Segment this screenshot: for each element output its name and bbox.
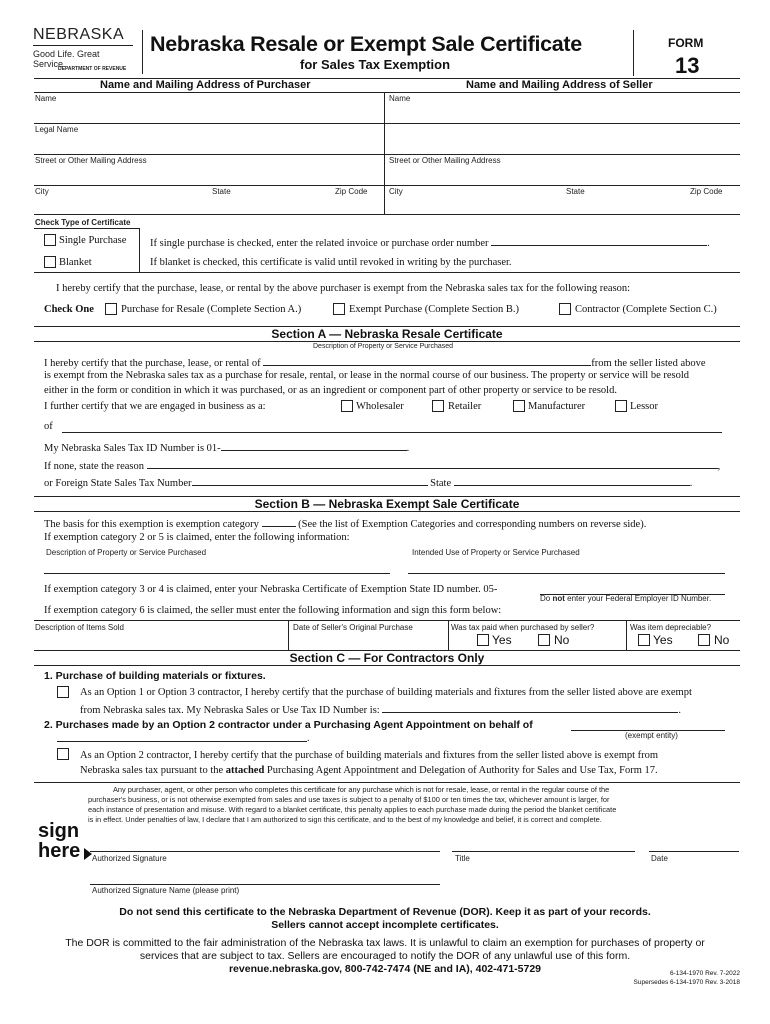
- wholesaler-label: Wholesaler: [356, 401, 404, 412]
- authorized-name-field[interactable]: [90, 864, 440, 884]
- depreciable-no-label: No: [714, 633, 730, 647]
- tax-paid-yes-label: Yes: [492, 633, 512, 647]
- option-1-3-text-1: As an Option 1 or Option 3 contractor, I hereby certify that the purchase of building materials and fixtures from the seller listed above are exempt: [80, 687, 692, 698]
- option-2-text-1: As an Option 2 contractor, I hereby certify that the purchase of building materials and fixtures from the seller listed above is exempt from: [80, 750, 659, 761]
- seller-street-field[interactable]: [389, 166, 739, 184]
- seller-name-field[interactable]: [389, 104, 739, 152]
- seller-city-label: City: [389, 187, 403, 196]
- col-date-label: Date of Seller's Original Purchase: [293, 623, 413, 632]
- cert-type-label: Check Type of Certificate: [35, 218, 131, 227]
- desc-property-field[interactable]: [44, 559, 390, 573]
- purchaser-name-label: Name: [35, 94, 57, 103]
- section-b-title: Section B — Nebraska Exempt Sale Certificate: [34, 496, 740, 512]
- fein-note: Do not enter your Federal Employer ID Number.: [540, 594, 712, 603]
- wholesaler-checkbox[interactable]: [341, 400, 353, 412]
- purchaser-street-label: Street or Other Mailing Address: [35, 156, 147, 165]
- resale-property-field[interactable]: [278, 353, 606, 366]
- purchaser-zip-label: Zip Code: [335, 187, 368, 196]
- single-purchase-label: Single Purchase: [59, 235, 127, 246]
- lessor-label: Lessor: [630, 401, 658, 412]
- purchaser-city-label: City: [35, 187, 49, 196]
- nebraska-tax-id-label: My Nebraska Sales Tax ID Number is 01- .: [44, 440, 409, 454]
- seller-zip-label: Zip Code: [690, 187, 723, 196]
- contractor-option-label: Contractor (Complete Section C.): [575, 304, 717, 315]
- section-c-heading-1: 1. Purchase of building materials or fixtures.: [44, 670, 266, 682]
- title-field[interactable]: [452, 830, 635, 850]
- form-subtitle: for Sales Tax Exemption: [300, 57, 451, 72]
- col-tax-paid-label: Was tax paid when purchased by seller?: [451, 623, 595, 632]
- purchaser-state-label: State: [212, 187, 231, 196]
- form-label: FORM: [668, 36, 704, 50]
- exempt-entity-field[interactable]: [571, 717, 725, 730]
- authorized-signature-field[interactable]: [90, 830, 440, 850]
- intended-use-field[interactable]: [408, 559, 725, 573]
- penalty-line: purchaser's business, or is not otherwise exempted from sales and use taxes is subject to a penalty of $100 or ten times the tax, whichever amount is larger, for: [88, 795, 610, 804]
- tax-paid-no-label: No: [554, 633, 570, 647]
- footer-contact: revenue.nebraska.gov, 800-742-7474 (NE and IA), 402-471-5729: [228, 963, 542, 975]
- penalty-statement: [88, 785, 734, 825]
- option-1-3-text-2: from Nebraska sales tax. My Nebraska Sales or Use Tax ID Number is: .: [80, 702, 681, 716]
- exempt-entity-continued-field[interactable]: [57, 728, 307, 741]
- penalty-line: is in effect. Under penalties of law, I declare that I am authorized to sign this certificate, and to the best of my knowledge and belief, it is correct and complete.: [88, 815, 602, 824]
- of-label: of: [44, 421, 53, 432]
- nebraska-tax-id-field[interactable]: [236, 438, 422, 451]
- col-desc-items-label: Description of Items Sold: [35, 623, 124, 632]
- manufacturer-checkbox[interactable]: [513, 400, 525, 412]
- title-label: Title: [455, 854, 470, 863]
- seller-header: Name and Mailing Address of Seller: [466, 79, 653, 91]
- section-a-title: Section A — Nebraska Resale Certificate: [34, 326, 740, 342]
- date-label: Date: [651, 854, 668, 863]
- category-3-4-line: If exemption category 3 or 4 is claimed, enter your Nebraska Certificate of Exemption State ID number. 05-: [44, 584, 498, 595]
- foreign-state-field[interactable]: [472, 473, 708, 486]
- seller-state-label: State: [566, 187, 585, 196]
- section-c-title: Section C — For Contractors Only: [34, 650, 740, 666]
- here-label: here: [38, 840, 81, 862]
- business-of-field[interactable]: [62, 419, 722, 432]
- category-2-5-line: If exemption category 2 or 5 is claimed, enter the following information:: [44, 532, 350, 543]
- date-field[interactable]: [649, 830, 739, 850]
- basis-line: The basis for this exemption is exemption category (See the list of Exemption Categories and corresponding numbers on reverse side).: [44, 516, 646, 530]
- seller-street-label: Street or Other Mailing Address: [389, 156, 501, 165]
- resale-line-2: is exempt from the Nebraska sales tax as a purchase for resale, rental, or lease in the normal course of our business. The property or service will be resold: [44, 370, 690, 381]
- certify-statement: I hereby certify that the purchase, lease, or rental by the above purchaser is exempt from the Nebraska sales tax for the following reason:: [56, 283, 631, 294]
- depreciable-yes-label: Yes: [653, 633, 673, 647]
- tax-paid-yes-checkbox[interactable]: [477, 634, 489, 646]
- reason-field[interactable]: [155, 456, 726, 469]
- seller-name-label: Name: [389, 94, 411, 103]
- intended-use-label: Intended Use of Property or Service Purchased: [412, 548, 580, 557]
- section-a-desc-label: Description of Property or Service Purchased: [313, 343, 454, 350]
- logo-tagline: Good Life. Great Service.: [33, 49, 100, 69]
- section-c-heading-2: 2. Purchases made by an Option 2 contractor under a Purchasing Agent Appointment on behalf of: [44, 719, 533, 731]
- footer-notice-1: The DOR is committed to the fair administration of the Nebraska tax laws. It is unlawful to claim an exemption for purchases of property or: [65, 937, 705, 949]
- footer-warning-2: Sellers cannot accept incomplete certificates.: [271, 919, 499, 931]
- exemption-category-field[interactable]: [280, 514, 314, 527]
- single-purchase-checkbox[interactable]: [44, 234, 56, 246]
- penalty-line: Any purchaser, agent, or other person who completes this certificate for any purchase which is not for resale, lease, or rental in the regular course of the: [113, 785, 610, 794]
- purchaser-name-field[interactable]: [35, 104, 383, 122]
- depreciable-yes-checkbox[interactable]: [638, 634, 650, 646]
- depreciable-no-checkbox[interactable]: [698, 634, 710, 646]
- purchase-date-field[interactable]: [290, 633, 446, 649]
- blanket-label: Blanket: [59, 257, 92, 268]
- footer-warning-1: Do not send this certificate to the Nebraska Department of Revenue (DOR). Keep it as part of your records.: [119, 906, 651, 918]
- form-number: 13: [675, 53, 700, 78]
- desc-property-label: Description of Property or Service Purchased: [46, 548, 207, 557]
- purchaser-header: Name and Mailing Address of Purchaser: [100, 79, 311, 91]
- desc-items-field[interactable]: [35, 633, 287, 649]
- option-1-3-checkbox[interactable]: [57, 686, 69, 698]
- resale-option-label: Purchase for Resale (Complete Section A.): [121, 304, 302, 315]
- sign-label: sign: [38, 820, 80, 842]
- form-title: Nebraska Resale or Exempt Sale Certificate: [150, 32, 582, 56]
- supersedes-label: Supersedes 6-134-1970 Rev. 3-2018: [633, 979, 740, 986]
- purchaser-legal-name-field[interactable]: [35, 135, 383, 153]
- authorized-name-label: Authorized Signature Name (please print): [92, 886, 240, 895]
- resale-line-1: I hereby certify that the purchase, lease, or rental of from the seller listed above: [44, 355, 706, 369]
- check-one-label: Check One: [44, 304, 94, 315]
- foreign-tax-label: or Foreign State Sales Tax Number State .: [44, 475, 692, 489]
- resale-checkbox[interactable]: [105, 303, 117, 315]
- manufacturer-label: Manufacturer: [528, 401, 586, 412]
- foreign-tax-field[interactable]: [206, 473, 442, 486]
- blanket-checkbox[interactable]: [44, 256, 56, 268]
- single-purchase-note: If single purchase is checked, enter the related invoice or purchase order number .: [150, 235, 710, 249]
- footer-notice-2: services that are subject to tax. Sellers are encouraged to notify the DOR of any unlawful use of this form.: [139, 950, 631, 962]
- if-none-label: If none, state the reason ,: [44, 458, 720, 472]
- logo-dept: DEPARTMENT OF REVENUE: [58, 66, 127, 72]
- authorized-signature-label: Authorized Signature: [92, 854, 167, 863]
- blanket-note: If blanket is checked, this certificate is valid until revoked in writing by the purchaser.: [150, 257, 512, 268]
- purchaser-legal-name-label: Legal Name: [35, 125, 79, 134]
- tax-paid-no-checkbox[interactable]: [538, 634, 550, 646]
- department-logo: [33, 26, 133, 76]
- exempt-purchase-option-label: Exempt Purchase (Complete Section B.): [349, 304, 520, 315]
- category-6-line: If exemption category 6 is claimed, the seller must enter the following information and sign this form below:: [44, 605, 502, 616]
- resale-line-3: either in the form or condition in which it was purchased, or as an ingredient or component part of other property or service to be resold.: [44, 385, 617, 396]
- option-2-text-2: Nebraska sales tax pursuant to the attached Purchasing Agent Appointment and Delegation of Authority for Sales and Use Tax, Form 17.: [80, 765, 658, 776]
- purchaser-street-field[interactable]: [35, 166, 383, 184]
- exempt-entity-label: (exempt entity): [625, 731, 678, 740]
- retailer-label: Retailer: [448, 401, 482, 412]
- state-id-field[interactable]: [540, 581, 725, 594]
- purchaser-city-field[interactable]: [35, 197, 383, 213]
- contractor-checkbox[interactable]: [559, 303, 571, 315]
- logo-name: NEBRASKA: [33, 26, 125, 43]
- exempt-purchase-checkbox[interactable]: [333, 303, 345, 315]
- lessor-checkbox[interactable]: [615, 400, 627, 412]
- option-2-checkbox[interactable]: [57, 748, 69, 760]
- retailer-checkbox[interactable]: [432, 400, 444, 412]
- contractor-tax-id-field[interactable]: [412, 700, 708, 713]
- penalty-line: each instance of presentation and misuse. With regard to a blanket certificate, this penalty applies to each purchase made during the period the blanket certificate: [88, 805, 617, 814]
- business-type-label: I further certify that we are engaged in business as a:: [44, 401, 266, 412]
- seller-city-field[interactable]: [389, 197, 739, 213]
- col-depreciable-label: Was item depreciable?: [630, 623, 712, 632]
- revision-label: 6-134-1970 Rev. 7-2022: [670, 970, 740, 977]
